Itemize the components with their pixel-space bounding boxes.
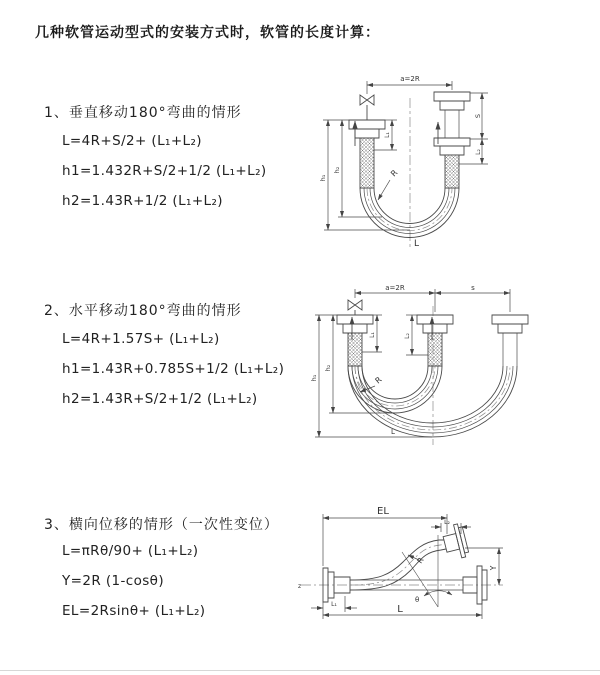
length-label: L <box>391 428 395 436</box>
section2-formula-L: L=4R+1.57S+ (L₁+L₂) <box>62 331 220 347</box>
section2-formula-h2: h2=1.43R+S/2+1/2 (L₁+L₂) <box>62 391 258 407</box>
dim-L1 <box>374 120 397 150</box>
dim-label: h₂ <box>324 364 332 372</box>
theta-label: θ <box>415 596 420 604</box>
dim-label: L <box>397 604 403 615</box>
section1-formula-h2: h2=1.43R+1/2 (L₁+L₂) <box>62 193 223 209</box>
dim-L2 <box>404 315 428 355</box>
dim-label: h₁ <box>319 174 327 182</box>
dim-label: a=2R <box>400 75 420 83</box>
hose-displaced-s-curve <box>350 540 446 590</box>
dim-label: s <box>471 284 475 292</box>
dim-label: L₂ <box>475 149 482 155</box>
braided-hose-section <box>428 333 442 366</box>
section3-formula-EL: EL=2Rsinθ+ (L₁+L₂) <box>62 603 206 619</box>
section1-heading: 1、垂直移动180°弯曲的情形 <box>44 105 242 121</box>
dim-label: S <box>474 113 482 119</box>
dim-L2 <box>431 519 471 534</box>
section2-formula-h1: h1=1.43R+0.785S+1/2 (L₁+L₂) <box>62 361 285 377</box>
dim-L2 <box>459 139 488 164</box>
dim-s <box>435 284 510 312</box>
section2-heading: 2、水平移动180°弯曲的情形 <box>44 303 242 319</box>
dim-label: EL <box>377 506 389 517</box>
radius-label: R <box>415 555 426 566</box>
right-flange-fitting-moved <box>434 138 470 188</box>
diagram-lateral-displacement <box>295 500 595 664</box>
page-title: 几种软管运动型式的安装方式时，软管的长度计算： <box>35 25 380 41</box>
dim-label: Y <box>489 565 498 571</box>
section3-heading: 3、横向位移的情形（一次性变位） <box>44 517 279 533</box>
dim-label: L₁ <box>384 132 391 138</box>
hose-centerline <box>367 188 452 231</box>
braided-hose-section <box>445 155 459 188</box>
dim-label: h₁ <box>310 374 318 382</box>
dim-label: L₂ <box>444 519 450 526</box>
diagram-horizontal-180-bend <box>308 280 593 464</box>
dim-h2 <box>333 120 382 217</box>
right-flange-fitting-moved <box>492 315 528 366</box>
radius-label: R <box>373 375 384 386</box>
dim-label: L₂ <box>404 333 411 339</box>
radius-label: R <box>389 168 400 179</box>
dim-a-2R <box>355 284 435 312</box>
length-label: L <box>414 239 420 249</box>
valve-icon <box>348 300 362 315</box>
dim-L <box>323 600 482 619</box>
page-bottom-edge <box>0 670 600 671</box>
section3-formula-L: L=πRθ/90+ (L₁+L₂) <box>62 543 199 559</box>
left-flange-fitting <box>337 315 373 366</box>
datum-mark: z <box>298 583 302 590</box>
braided-hose-section <box>360 138 374 188</box>
left-flange-fitting <box>349 120 385 188</box>
dim-L1 <box>362 315 382 352</box>
braided-hose-section <box>348 333 362 366</box>
dim-EL <box>323 506 447 566</box>
radius-leader <box>378 168 400 200</box>
dim-label: h₂ <box>333 166 341 174</box>
valve-icon <box>360 95 374 120</box>
section1-formula-h1: h1=1.432R+S/2+1/2 (L₁+L₂) <box>62 163 267 179</box>
dim-label: L₁ <box>369 332 376 338</box>
right-flange-fitting-top <box>434 92 470 138</box>
hose-centerline <box>350 545 445 586</box>
section1-formula-L: L=4R+S/2+ (L₁+L₂) <box>62 133 202 149</box>
dim-label: a=2R <box>385 284 405 292</box>
hose-u-bend-moved <box>348 366 517 437</box>
tilted-flange-fitting <box>441 523 470 561</box>
diagram-vertical-180-bend <box>310 70 590 264</box>
dim-a-2R <box>367 75 452 94</box>
dim-label: L₁ <box>331 601 337 608</box>
middle-flange-fitting <box>417 315 453 366</box>
dim-S <box>470 93 488 139</box>
dim-Y <box>465 548 503 585</box>
section3-formula-Y: Y=2R (1-cosθ) <box>62 573 164 589</box>
